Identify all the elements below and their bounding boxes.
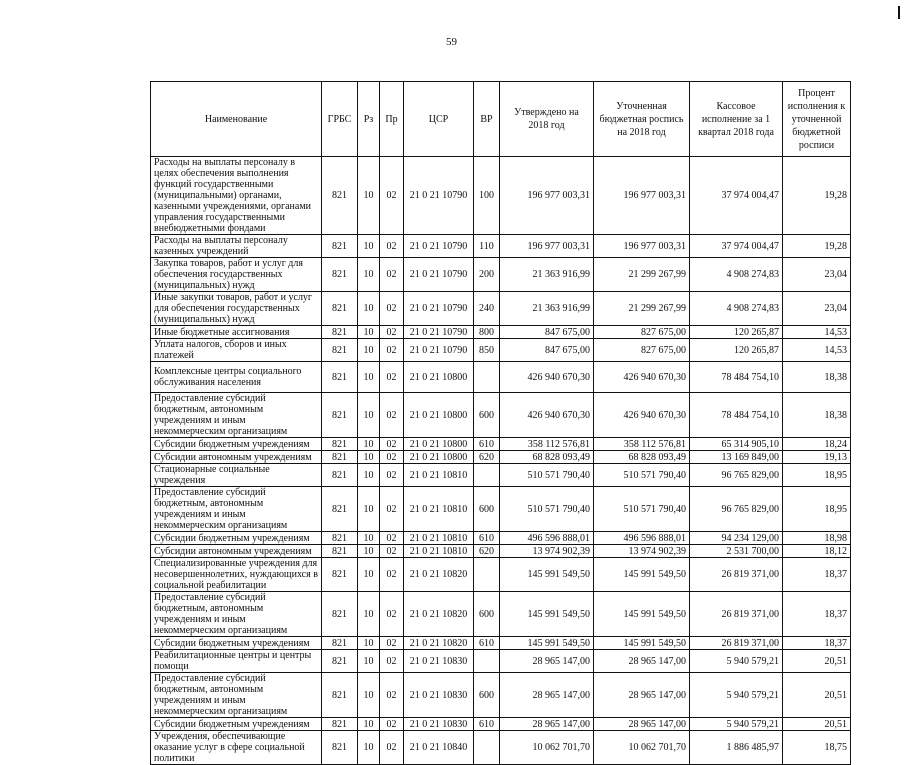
cell-percent: 18,38 bbox=[783, 393, 851, 438]
cell-grbs: 821 bbox=[322, 438, 358, 451]
cell-csr: 21 0 21 10790 bbox=[404, 258, 474, 292]
cell-vr: 600 bbox=[474, 673, 500, 718]
cell-rz: 10 bbox=[358, 545, 380, 558]
cell-revised: 21 299 267,99 bbox=[594, 292, 690, 326]
cell-approved: 145 991 549,50 bbox=[500, 558, 594, 592]
cell-vr: 600 bbox=[474, 487, 500, 532]
cell-cash: 26 819 371,00 bbox=[690, 637, 783, 650]
cell-grbs: 821 bbox=[322, 235, 358, 258]
cell-name: Реабилитационные центры и центры помощи bbox=[151, 650, 322, 673]
cell-pr: 02 bbox=[380, 545, 404, 558]
cell-csr: 21 0 21 10840 bbox=[404, 731, 474, 765]
table-row bbox=[151, 731, 851, 765]
cell-grbs: 821 bbox=[322, 362, 358, 393]
cell-pr: 02 bbox=[380, 292, 404, 326]
cell-grbs: 821 bbox=[322, 545, 358, 558]
table-row bbox=[151, 157, 851, 235]
cell-name: Расходы на выплаты персоналу казенных учреждений bbox=[151, 235, 322, 258]
cell-csr: 21 0 21 10830 bbox=[404, 673, 474, 718]
cell-vr: 110 bbox=[474, 235, 500, 258]
table-row bbox=[151, 650, 851, 673]
cell-revised: 10 062 701,70 bbox=[594, 731, 690, 765]
cell-pr: 02 bbox=[380, 157, 404, 235]
cell-pr: 02 bbox=[380, 258, 404, 292]
cell-cash: 96 765 829,00 bbox=[690, 464, 783, 487]
cell-name: Расходы на выплаты персоналу в целях обеспечения выполнения функций государственными (муниципальными) органами, казенными учреждениями, органами управления государственными внебюджетными фондами bbox=[151, 157, 322, 235]
cell-rz: 10 bbox=[358, 673, 380, 718]
cell-pr: 02 bbox=[380, 650, 404, 673]
cell-percent: 23,04 bbox=[783, 258, 851, 292]
cell-rz: 10 bbox=[358, 393, 380, 438]
cell-name: Предоставление субсидий бюджетным, автономным учреждениям и иным некоммерческим организациям bbox=[151, 673, 322, 718]
cell-csr: 21 0 21 10810 bbox=[404, 464, 474, 487]
cell-approved: 21 363 916,99 bbox=[500, 292, 594, 326]
cell-grbs: 821 bbox=[322, 637, 358, 650]
cell-vr bbox=[474, 558, 500, 592]
cell-rz: 10 bbox=[358, 292, 380, 326]
cell-approved: 510 571 790,40 bbox=[500, 487, 594, 532]
cell-csr: 21 0 21 10790 bbox=[404, 326, 474, 339]
table-row bbox=[151, 326, 851, 339]
cell-name: Комплексные центры социального обслуживания населения bbox=[151, 362, 322, 393]
cell-approved: 145 991 549,50 bbox=[500, 592, 594, 637]
cell-rz: 10 bbox=[358, 464, 380, 487]
cell-approved: 13 974 902,39 bbox=[500, 545, 594, 558]
cell-approved: 426 940 670,30 bbox=[500, 362, 594, 393]
cell-grbs: 821 bbox=[322, 393, 358, 438]
cell-revised: 28 965 147,00 bbox=[594, 718, 690, 731]
cell-rz: 10 bbox=[358, 637, 380, 650]
cell-percent: 18,95 bbox=[783, 487, 851, 532]
cell-cash: 65 314 905,10 bbox=[690, 438, 783, 451]
header-revised: Уточненная бюджетная роспись на 2018 год bbox=[594, 82, 690, 157]
table-row bbox=[151, 718, 851, 731]
table-row bbox=[151, 235, 851, 258]
cell-csr: 21 0 21 10820 bbox=[404, 592, 474, 637]
cell-csr: 21 0 21 10820 bbox=[404, 637, 474, 650]
cell-csr: 21 0 21 10790 bbox=[404, 292, 474, 326]
cell-cash: 13 169 849,00 bbox=[690, 451, 783, 464]
cell-cash: 5 940 579,21 bbox=[690, 650, 783, 673]
header-name: Наименование bbox=[151, 82, 322, 157]
cell-percent: 18,37 bbox=[783, 637, 851, 650]
cell-csr: 21 0 21 10800 bbox=[404, 362, 474, 393]
cell-vr: 600 bbox=[474, 592, 500, 637]
cell-pr: 02 bbox=[380, 637, 404, 650]
cell-percent: 18,38 bbox=[783, 362, 851, 393]
cell-rz: 10 bbox=[358, 718, 380, 731]
cell-name: Стационарные социальные учреждения bbox=[151, 464, 322, 487]
cell-percent: 20,51 bbox=[783, 673, 851, 718]
cell-percent: 18,12 bbox=[783, 545, 851, 558]
cell-percent: 19,28 bbox=[783, 235, 851, 258]
cell-percent: 18,37 bbox=[783, 592, 851, 637]
cell-rz: 10 bbox=[358, 258, 380, 292]
cell-name: Субсидии бюджетным учреждениям bbox=[151, 438, 322, 451]
table-row bbox=[151, 673, 851, 718]
cell-pr: 02 bbox=[380, 362, 404, 393]
cell-csr: 21 0 21 10820 bbox=[404, 558, 474, 592]
cell-vr bbox=[474, 362, 500, 393]
cell-rz: 10 bbox=[358, 558, 380, 592]
table-header-row bbox=[151, 82, 851, 157]
cell-name: Иные закупки товаров, работ и услуг для обеспечения государственных (муниципальных) нужд bbox=[151, 292, 322, 326]
cell-pr: 02 bbox=[380, 532, 404, 545]
table-row bbox=[151, 393, 851, 438]
cell-vr: 610 bbox=[474, 718, 500, 731]
cell-approved: 10 062 701,70 bbox=[500, 731, 594, 765]
cell-csr: 21 0 21 10790 bbox=[404, 235, 474, 258]
header-grbs: ГРБС bbox=[322, 82, 358, 157]
cell-grbs: 821 bbox=[322, 673, 358, 718]
cell-approved: 358 112 576,81 bbox=[500, 438, 594, 451]
cell-name: Уплата налогов, сборов и иных платежей bbox=[151, 339, 322, 362]
cell-approved: 21 363 916,99 bbox=[500, 258, 594, 292]
cell-cash: 4 908 274,83 bbox=[690, 258, 783, 292]
cell-cash: 2 531 700,00 bbox=[690, 545, 783, 558]
cell-revised: 510 571 790,40 bbox=[594, 464, 690, 487]
table-row bbox=[151, 464, 851, 487]
cell-rz: 10 bbox=[358, 487, 380, 532]
cell-pr: 02 bbox=[380, 326, 404, 339]
cell-cash: 4 908 274,83 bbox=[690, 292, 783, 326]
cell-cash: 1 886 485,97 bbox=[690, 731, 783, 765]
cell-csr: 21 0 21 10790 bbox=[404, 339, 474, 362]
cell-vr: 620 bbox=[474, 545, 500, 558]
cell-pr: 02 bbox=[380, 487, 404, 532]
header-approved: Утверждено на 2018 год bbox=[500, 82, 594, 157]
cell-approved: 28 965 147,00 bbox=[500, 673, 594, 718]
cell-revised: 68 828 093,49 bbox=[594, 451, 690, 464]
cell-name: Субсидии автономным учреждениям bbox=[151, 451, 322, 464]
cell-csr: 21 0 21 10800 bbox=[404, 438, 474, 451]
cell-revised: 358 112 576,81 bbox=[594, 438, 690, 451]
cell-csr: 21 0 21 10810 bbox=[404, 532, 474, 545]
cell-approved: 847 675,00 bbox=[500, 326, 594, 339]
page-number: 59 bbox=[446, 36, 457, 48]
cell-revised: 145 991 549,50 bbox=[594, 558, 690, 592]
cell-name: Субсидии бюджетным учреждениям bbox=[151, 718, 322, 731]
cell-cash: 96 765 829,00 bbox=[690, 487, 783, 532]
table-row bbox=[151, 362, 851, 393]
cell-pr: 02 bbox=[380, 718, 404, 731]
cell-pr: 02 bbox=[380, 235, 404, 258]
cell-grbs: 821 bbox=[322, 326, 358, 339]
cell-rz: 10 bbox=[358, 731, 380, 765]
cell-grbs: 821 bbox=[322, 157, 358, 235]
cell-cash: 37 974 004,47 bbox=[690, 157, 783, 235]
cell-percent: 14,53 bbox=[783, 339, 851, 362]
cell-csr: 21 0 21 10810 bbox=[404, 487, 474, 532]
cell-vr bbox=[474, 464, 500, 487]
cell-name: Предоставление субсидий бюджетным, автономным учреждениям и иным некоммерческим организациям bbox=[151, 592, 322, 637]
header-rz: Рз bbox=[358, 82, 380, 157]
cell-rz: 10 bbox=[358, 235, 380, 258]
cell-pr: 02 bbox=[380, 464, 404, 487]
table-row bbox=[151, 292, 851, 326]
cell-vr: 100 bbox=[474, 157, 500, 235]
cell-pr: 02 bbox=[380, 673, 404, 718]
cell-grbs: 821 bbox=[322, 258, 358, 292]
cell-revised: 426 940 670,30 bbox=[594, 362, 690, 393]
cell-vr: 620 bbox=[474, 451, 500, 464]
cell-approved: 196 977 003,31 bbox=[500, 157, 594, 235]
cell-percent: 18,95 bbox=[783, 464, 851, 487]
cell-rz: 10 bbox=[358, 451, 380, 464]
table-row bbox=[151, 258, 851, 292]
cell-name: Учреждения, обеспечивающие оказание услуг в сфере социальной политики bbox=[151, 731, 322, 765]
cell-vr: 600 bbox=[474, 393, 500, 438]
cell-grbs: 821 bbox=[322, 650, 358, 673]
cell-cash: 37 974 004,47 bbox=[690, 235, 783, 258]
cell-cash: 120 265,87 bbox=[690, 339, 783, 362]
cell-vr: 610 bbox=[474, 438, 500, 451]
cell-revised: 28 965 147,00 bbox=[594, 650, 690, 673]
table-row bbox=[151, 339, 851, 362]
cell-percent: 23,04 bbox=[783, 292, 851, 326]
cell-rz: 10 bbox=[358, 650, 380, 673]
cell-pr: 02 bbox=[380, 592, 404, 637]
cell-pr: 02 bbox=[380, 393, 404, 438]
cell-percent: 14,53 bbox=[783, 326, 851, 339]
cell-rz: 10 bbox=[358, 339, 380, 362]
cell-grbs: 821 bbox=[322, 464, 358, 487]
cell-rz: 10 bbox=[358, 438, 380, 451]
cell-rz: 10 bbox=[358, 362, 380, 393]
table-row bbox=[151, 487, 851, 532]
cell-csr: 21 0 21 10830 bbox=[404, 650, 474, 673]
cell-grbs: 821 bbox=[322, 487, 358, 532]
cell-name: Предоставление субсидий бюджетным, автономным учреждениям и иным некоммерческим организациям bbox=[151, 393, 322, 438]
cell-csr: 21 0 21 10800 bbox=[404, 451, 474, 464]
cell-name: Субсидии автономным учреждениям bbox=[151, 545, 322, 558]
cell-revised: 496 596 888,01 bbox=[594, 532, 690, 545]
cell-vr: 200 bbox=[474, 258, 500, 292]
cell-revised: 196 977 003,31 bbox=[594, 157, 690, 235]
cell-grbs: 821 bbox=[322, 592, 358, 637]
cell-name: Специализированные учреждения для несовершеннолетних, нуждающихся в социальной реабилитации bbox=[151, 558, 322, 592]
cell-vr bbox=[474, 731, 500, 765]
cell-percent: 20,51 bbox=[783, 718, 851, 731]
cell-cash: 94 234 129,00 bbox=[690, 532, 783, 545]
cell-pr: 02 bbox=[380, 451, 404, 464]
cell-percent: 19,13 bbox=[783, 451, 851, 464]
cell-revised: 145 991 549,50 bbox=[594, 592, 690, 637]
cell-csr: 21 0 21 10790 bbox=[404, 157, 474, 235]
cell-vr: 610 bbox=[474, 637, 500, 650]
cell-approved: 145 991 549,50 bbox=[500, 637, 594, 650]
cell-revised: 13 974 902,39 bbox=[594, 545, 690, 558]
cell-csr: 21 0 21 10830 bbox=[404, 718, 474, 731]
cell-cash: 78 484 754,10 bbox=[690, 393, 783, 438]
cell-approved: 496 596 888,01 bbox=[500, 532, 594, 545]
header-percent: Процент исполнения к уточненной бюджетной росписи bbox=[783, 82, 851, 157]
table-row bbox=[151, 592, 851, 637]
table-row bbox=[151, 438, 851, 451]
cell-approved: 847 675,00 bbox=[500, 339, 594, 362]
budget-table bbox=[150, 81, 851, 765]
header-csr: ЦСР bbox=[404, 82, 474, 157]
table-row bbox=[151, 558, 851, 592]
cell-cash: 26 819 371,00 bbox=[690, 558, 783, 592]
table-row bbox=[151, 451, 851, 464]
cell-pr: 02 bbox=[380, 731, 404, 765]
cell-vr: 240 bbox=[474, 292, 500, 326]
table-row bbox=[151, 545, 851, 558]
cell-revised: 28 965 147,00 bbox=[594, 673, 690, 718]
cell-rz: 10 bbox=[358, 157, 380, 235]
cell-cash: 120 265,87 bbox=[690, 326, 783, 339]
cell-grbs: 821 bbox=[322, 292, 358, 326]
cell-revised: 510 571 790,40 bbox=[594, 487, 690, 532]
cell-cash: 78 484 754,10 bbox=[690, 362, 783, 393]
cell-approved: 510 571 790,40 bbox=[500, 464, 594, 487]
cell-approved: 28 965 147,00 bbox=[500, 650, 594, 673]
cell-percent: 18,98 bbox=[783, 532, 851, 545]
cell-percent: 20,51 bbox=[783, 650, 851, 673]
cell-percent: 18,75 bbox=[783, 731, 851, 765]
cell-csr: 21 0 21 10810 bbox=[404, 545, 474, 558]
cell-pr: 02 bbox=[380, 558, 404, 592]
cell-approved: 68 828 093,49 bbox=[500, 451, 594, 464]
cell-approved: 28 965 147,00 bbox=[500, 718, 594, 731]
cell-pr: 02 bbox=[380, 339, 404, 362]
cell-percent: 18,37 bbox=[783, 558, 851, 592]
cell-grbs: 821 bbox=[322, 558, 358, 592]
header-vr: ВР bbox=[474, 82, 500, 157]
cell-name: Закупка товаров, работ и услуг для обеспечения государственных (муниципальных) нужд bbox=[151, 258, 322, 292]
cell-vr bbox=[474, 650, 500, 673]
header-cash: Кассовое исполнение за 1 квартал 2018 года bbox=[690, 82, 783, 157]
cell-revised: 827 675,00 bbox=[594, 339, 690, 362]
cell-grbs: 821 bbox=[322, 339, 358, 362]
cell-rz: 10 bbox=[358, 326, 380, 339]
cell-pr: 02 bbox=[380, 438, 404, 451]
header-pr: Пр bbox=[380, 82, 404, 157]
cell-percent: 18,24 bbox=[783, 438, 851, 451]
table-row bbox=[151, 532, 851, 545]
cell-csr: 21 0 21 10800 bbox=[404, 393, 474, 438]
cell-revised: 426 940 670,30 bbox=[594, 393, 690, 438]
cell-approved: 196 977 003,31 bbox=[500, 235, 594, 258]
cell-revised: 21 299 267,99 bbox=[594, 258, 690, 292]
cell-revised: 145 991 549,50 bbox=[594, 637, 690, 650]
cell-cash: 5 940 579,21 bbox=[690, 673, 783, 718]
cell-cash: 26 819 371,00 bbox=[690, 592, 783, 637]
cell-cash: 5 940 579,21 bbox=[690, 718, 783, 731]
cell-name: Субсидии бюджетным учреждениям bbox=[151, 532, 322, 545]
cell-vr: 800 bbox=[474, 326, 500, 339]
cell-grbs: 821 bbox=[322, 731, 358, 765]
cell-percent: 19,28 bbox=[783, 157, 851, 235]
cell-name: Иные бюджетные ассигнования bbox=[151, 326, 322, 339]
cell-revised: 196 977 003,31 bbox=[594, 235, 690, 258]
cell-grbs: 821 bbox=[322, 451, 358, 464]
cell-vr: 850 bbox=[474, 339, 500, 362]
cell-grbs: 821 bbox=[322, 532, 358, 545]
scan-edge-mark bbox=[898, 6, 900, 19]
cell-name: Субсидии бюджетным учреждениям bbox=[151, 637, 322, 650]
cell-name: Предоставление субсидий бюджетным, автономным учреждениям и иным некоммерческим организациям bbox=[151, 487, 322, 532]
cell-approved: 426 940 670,30 bbox=[500, 393, 594, 438]
cell-vr: 610 bbox=[474, 532, 500, 545]
table-row bbox=[151, 637, 851, 650]
table-body bbox=[151, 157, 851, 765]
cell-grbs: 821 bbox=[322, 718, 358, 731]
cell-revised: 827 675,00 bbox=[594, 326, 690, 339]
cell-rz: 10 bbox=[358, 532, 380, 545]
cell-rz: 10 bbox=[358, 592, 380, 637]
